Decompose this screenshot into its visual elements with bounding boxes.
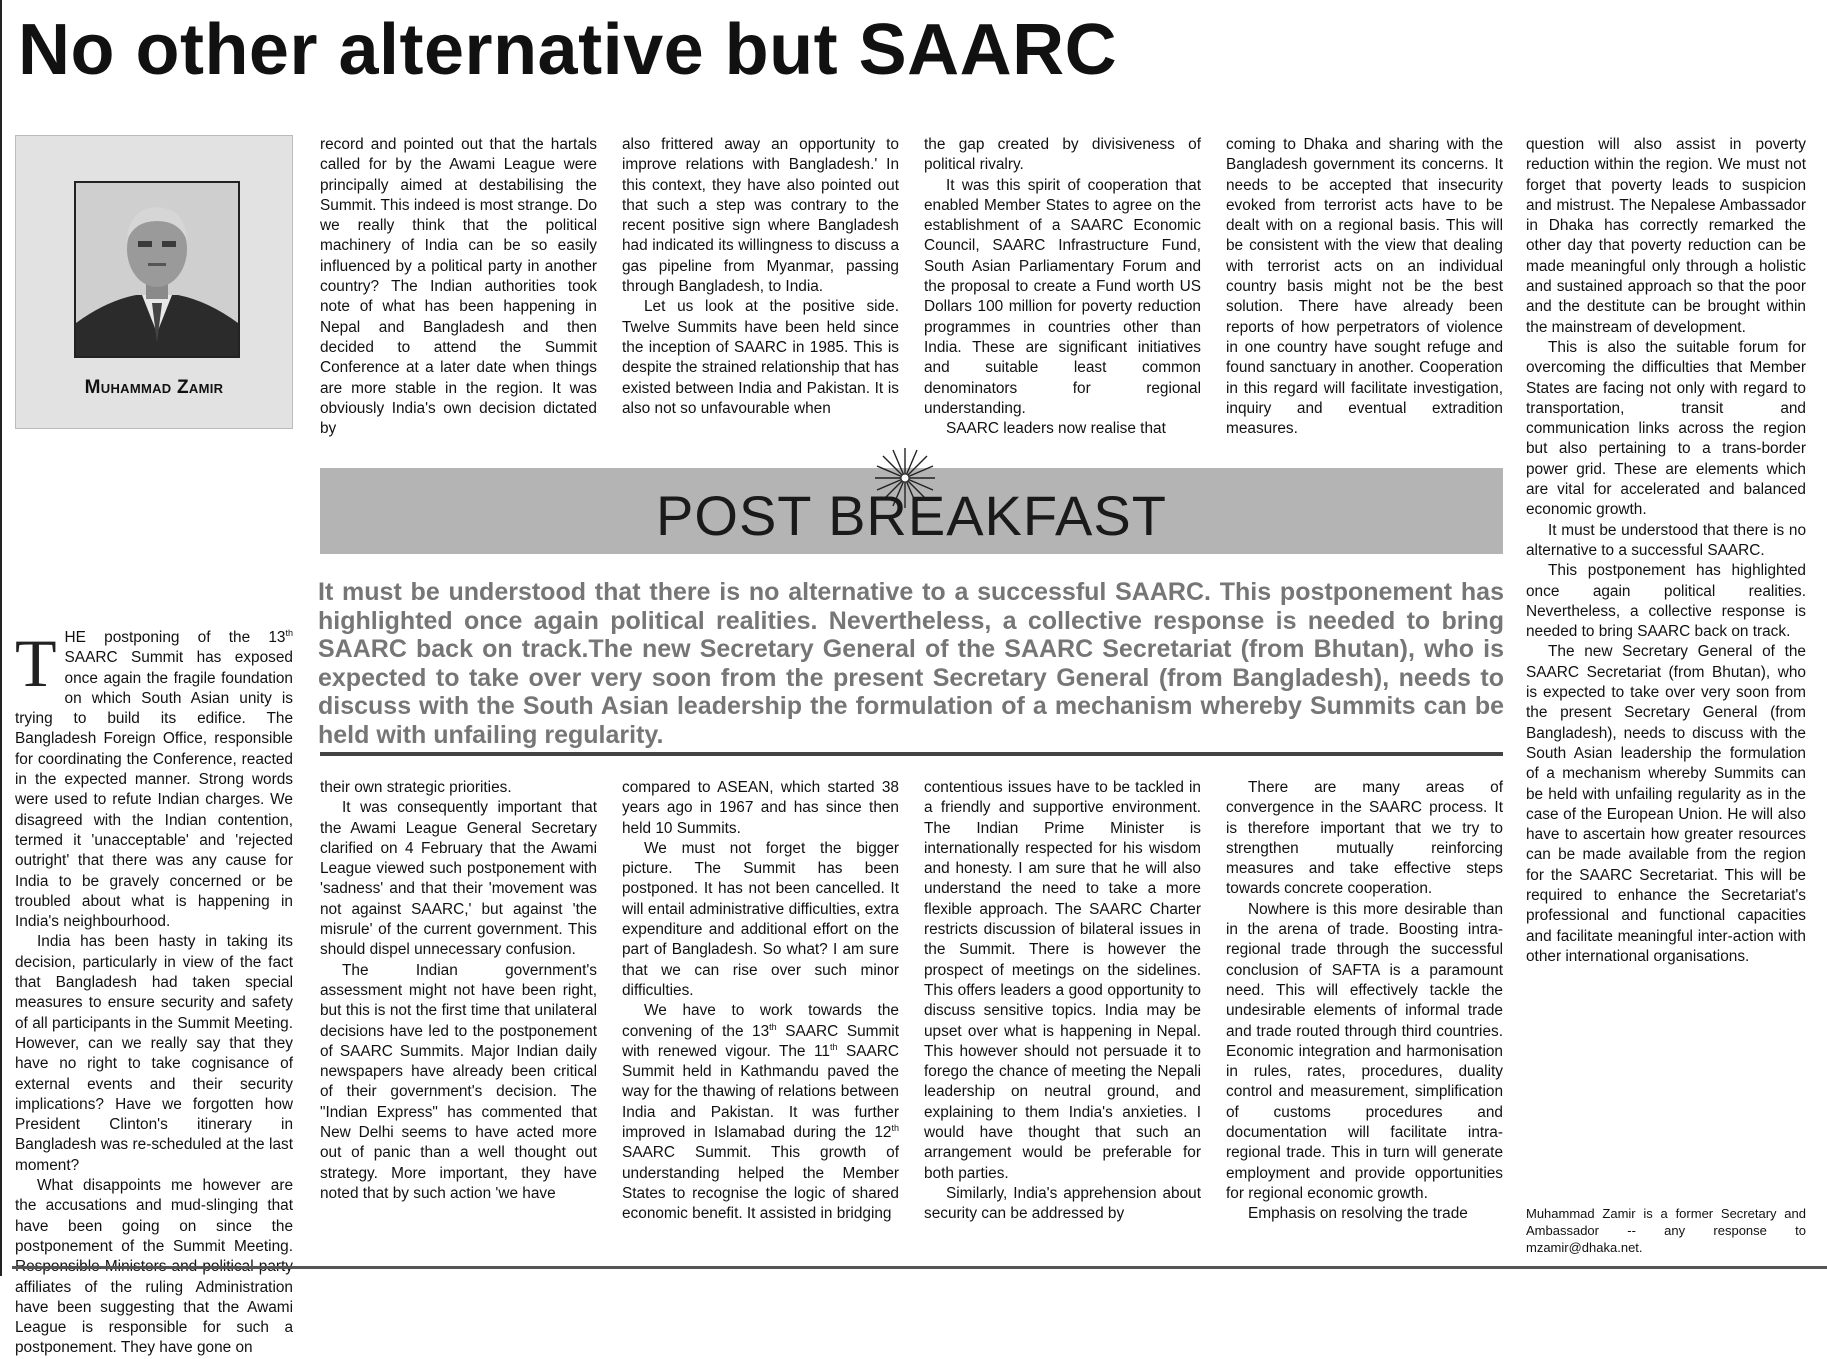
paragraph: This postponement has highlighted once again political realities. Nevertheless, a collective response is needed to bring SAARC back on track.: [1526, 562, 1806, 641]
paragraph: record and pointed out that the hartals called for by the Awami League were principally aimed at destabilising the Summit. This indeed is most strange. Do we really think that the political machinery of India can be so easily influenced by a political party in another country? The Indian authorities took note of what has been happening in Nepal and Bangladesh and then decided to attend the Summit Conference at a later date when things are more stable in the region. It was obviously India's own decision dictated by: [320, 136, 597, 438]
bottom-rule: [12, 1266, 1827, 1269]
paragraph: There are many areas of convergence in the SAARC process. It is therefore important that we try to strengthen mutually reinforcing measures and take effective steps towards concrete cooperation.: [1226, 779, 1503, 898]
banner-title: POST BREAKFAST: [656, 484, 1167, 547]
author-portrait-image: [76, 183, 238, 356]
paragraph: The new Secretary General of the SAARC Secretariat (from Bhutan), who is expected to take over very soon from the present Secretary General (from Bangladesh), needs to discuss with the South Asian leadership the formulation of a mechanism whereby Summits can be held with unfailing regularity as in the case of the European Union. He will also have to ascertain how greater resources can be made available from the region for the SAARC Secretariat. This will be required to enhance the Secretariat's professional and functional capacities and facilitate meaningful inter-action with other international organisations.: [1526, 643, 1806, 965]
paragraph: the gap created by divisiveness of political rivalry.: [924, 136, 1201, 174]
article-column-1: [15, 625, 293, 1357]
paragraph: their own strategic priorities.: [320, 779, 512, 796]
paragraph: We must not forget the bigger picture. The Summit has been postponed. It has not been cancelled. It will entail administrative difficulties, extra expenditure and additional effort on the part of Bangladesh. So what? I am sure that we can rise over such minor difficulties.: [622, 839, 899, 999]
paragraph: coming to Dhaka and sharing with the Bangladesh government its concerns. It needs to be accepted that insecurity evoked from terrorist acts have to be dealt with on a regional basis. This will be consistent with the view that dealing with terrorist acts on an individual country basis might not be the best solution. There have already been reports of how perpetrators of violence in one country have sought refuge and found sanctuary in another. Cooperation in this regard will facilitate investigation, inquiry and eventual extradition measures.: [1226, 136, 1503, 438]
paragraph: The Indian government's assessment might not have been right, but this is not the first time that unilateral decisions have led to the postponement of SAARC Summits. Major Indian daily newspapers have already been critical of their government's decision. The "Indian Express" has commented that New Delhi seems to have acted more out of panic than a well thought out strategy. More important, they have noted that by such action 'we have: [320, 961, 597, 1202]
page-left-edge: [0, 0, 2, 1276]
author-box: [15, 135, 293, 429]
article-column-2-bottom: [320, 778, 597, 1264]
drop-cap: T: [15, 625, 57, 701]
paragraph: It must be understood that there is no alternative to a successful SAARC.: [1526, 521, 1806, 559]
pull-quote: It must be understood that there is no alternative to a successful SAARC. This postponement has highlighted once again political realities. Nevertheless, a collective response is needed to bring SAARC back on track.The new Secretary General of the SAARC Secretariat (from Bhutan), who is expected to take over very soon from the present Secretary General (from Bangladesh), needs to discuss with the South Asian leadership the formulation of a mechanism whereby Summits can be held with unfailing regularity.: [318, 578, 1504, 749]
paragraph: question will also assist in poverty reduction within the region. We must not forget that poverty leads to suspicion and mistrust. The Nepalese Ambassador in Dhaka has correctly remarked the other day that poverty reduction can be made meaningful only through a holistic and sustained approach so that the poor and the destitute can be brought within the mainstream of development.: [1526, 136, 1806, 336]
paragraph: Similarly, India's apprehension about security can be addressed by: [924, 1184, 1201, 1223]
paragraph: Nowhere is this more desirable than in the arena of trade. Boosting intra-regional trade through the successful conclusion of SAFTA is a paramount need. This will effectively tackle the undesirable elements of informal trade and trade routed through third countries. Economic integration and harmonisation in rules, rates, procedures, duality control and measurement, simplification of customs procedures and documentation will facilitate intra-regional trade. This in turn will generate employment and provide opportunities for regional economic growth.: [1226, 900, 1503, 1202]
paragraph: What disappoints me however are the accusations and mud-slinging that have been going on since the postponement of the Summit Meeting. affiliates of the ruling Administration have been suggesting that the Awami League is responsible for such a postponement. They have gone on: [15, 1177, 293, 1357]
headline: No other alternative but SAARC: [18, 10, 1118, 90]
author-bio: Muhammad Zamir is a former Secretary and Ambassador -- any response to mzamir@dhaka.net.: [1526, 1206, 1806, 1255]
paragraph: Let us look at the positive side. Twelve Summits have been held since the inception of SAARC in 1985. This is despite the strained relationship that has existed between India and Pakistan. It is also not so unfavourable when: [622, 298, 899, 417]
article-column-5-bottom: [1226, 778, 1503, 1264]
paragraph: We have to work towards the convening of the 13th SAARC Summit with renewed vigour. The 11th SAARC Summit held in Kathmandu paved the way for the thawing of relations between India and Pakistan. It was further improved in Islamabad during the 12th SAARC Summit. This growth of understanding helped the Member States to recognise the logic of shared economic benefit. It assisted in bridging: [622, 1002, 899, 1223]
author-photo: [74, 181, 240, 358]
paragraph: Emphasis on resolving the trade: [1248, 1205, 1468, 1223]
article-column-2-top: [320, 135, 597, 447]
article-column-3-top: [622, 135, 899, 447]
paragraph: It was consequently important that the Awami League General Secretary clarified on 4 February that the Awami League viewed such postponement with 'sadness' and that their 'movement was not against SAARC,' but against 'the misrule' of the current government. This should dispel unnecessary confusion.: [320, 799, 597, 959]
paragraph: It was this spirit of cooperation that enabled Member States to agree on the establishment of a SAARC Economic Council, SAARC Infrastructure Fund, South Asian Parliamentary Forum and the proposal to create a Fund worth US Dollars 100 million for poverty reduction programmes in countries other than India. These are significant initiatives and suitable least common denominators for regional understanding.: [924, 176, 1201, 417]
article-column-4-top: [924, 135, 1201, 447]
paragraph: This is also the suitable forum for overcoming the difficulties that Member States are facing not only with regard to transportation, transit and communication links across the region but also pertaining to a trans-border power grid. These are elements which are vital for accelerated and balanced economic growth.: [1526, 338, 1806, 519]
article-column-4-bottom: [924, 778, 1201, 1264]
article-column-6: [1526, 135, 1806, 1197]
article-column-5-top: [1226, 135, 1503, 447]
paragraph: contentious issues have to be tackled in a friendly and supportive environment. The Indian Prime Minister is internationally respected for his wisdom and honesty. I am sure that he will also understand the need to take a more flexible approach. The SAARC Charter restricts discussion of bilateral issues in the Summit. There is however the prospect of meetings on the sidelines. This offers leaders a good opportunity to discuss sensitive topics. India may be upset over what is happening in Nepal. This however should not persuade it to forego the chance of meeting the Nepali leadership on neutral ground, and explaining to them India's anxieties. I would have thought that such an arrangement would be preferable for both parties.: [924, 779, 1201, 1182]
article-column-3-bottom: [622, 778, 899, 1264]
pull-quote-rule: [320, 752, 1503, 756]
paragraph: compared to ASEAN, which started 38 years ago in 1967 and has since then held 10 Summits.: [622, 779, 899, 837]
paragraph: THE postponing of the 13th SAARC Summit has exposed once again the fragile foundation on which South Asian unity is trying to build its edifice. The Bangladesh Foreign Office, responsible for coordinating the Conference, reacted in the expected manner. Strong words were used to refute Indian charges. We disagreed with the Indian contention, termed it 'unacceptable' and 'rejected outright' that there was any cause for India to be gravely concerned or be troubled about what is happening in India's neighbourhood.: [15, 625, 293, 931]
paragraph: also frittered away an opportunity to improve relations with Bangladesh.' In this context, they have also pointed out that such a step was contrary to the recent positive sign where Bangladesh had indicated its willingness to discuss a gas pipeline from Myanmar, passing through Bangladesh, to India.: [622, 136, 899, 296]
paragraph: SAARC leaders now realise that: [946, 420, 1166, 438]
author-name: Muhammad Zamir: [84, 377, 224, 398]
paragraph: India has been hasty in taking its decision, particularly in view of the fact that Bangladesh had taken special measures to ensure security and safety of all participants in the Summit Meeting. However, can we really say that they have no right to take cognisance of external events and their security implications? Have we forgotten how President Clinton's itinerary in Bangladesh was re-scheduled at the last moment?: [15, 933, 293, 1174]
